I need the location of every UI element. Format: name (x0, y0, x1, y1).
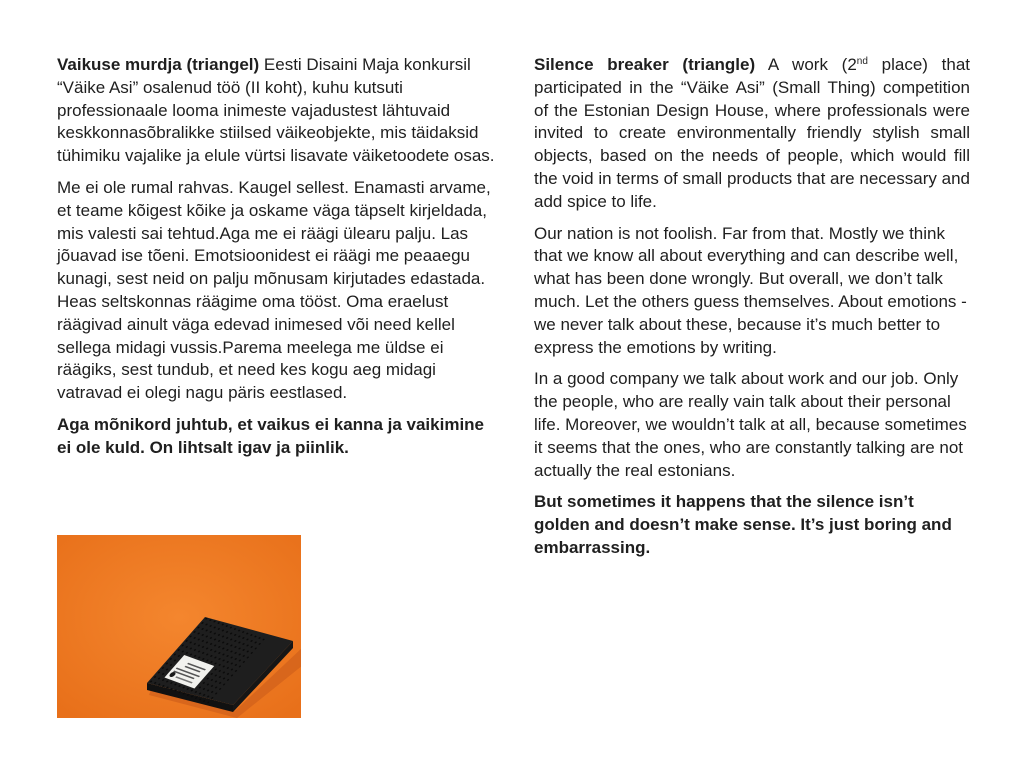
estonian-closing-paragraph: Aga mõnikord juhtub, et vaikus ei kanna ja vaikimine ei ole kuld. On lihtsalt igav ja piinlik. (57, 414, 485, 457)
english-paragraph-2: Our nation is not foolish. Far from that. Mostly we think that we know all about everything and can describe well, what has been done wrongly. But overall, we don’t talk much. Let the others guess themselves. About emotions - we never talk about these, because it’s much better to express the emotions by writing. (534, 223, 967, 357)
estonian-paragraph-2: Me ei ole rumal rahvas. Kaugel sellest. Enamasti arvame, et teame kõigest kõike ja oskame väga täpselt kirjeldada, mis valesti sai tehtud.Aga me ei räägi ülearu palju. Las jõuavad ise tõeni. Emotsioonidest ei räägi me peaaegu kunagi, sest neid on palju mõnusam kirjutades edastada. Heas seltskonnas räägime oma tööst. Oma eraelust räägivad ainult väga edevad inimesed või need kellel sellega midagi vussis.Parema meelega me üldse ei räägiks, sest tundub, et need kes kogu aeg midagi vatravad ei olegi nagu päris eestlased. (57, 177, 491, 403)
english-intro-body: place) that participated in the “Väike Asi” (Small Thing) competition of the Estonian Design House, where professionals were invited to create environmentally friendly stylish small objects, based on the needs of people, which would fill the void in terms of small products that are necessary and add spice to life. (534, 55, 971, 211)
english-paragraph-3: In a good company we talk about work and our job. Only the people, who are really vain talk about their personal life. Moreover, we wouldn’t talk at all, because sometimes it seems that the ones, who are constantly talking are not actually the real estonians. (534, 369, 967, 480)
english-text-column (534, 54, 970, 569)
estonian-intro-paragraph (57, 54, 497, 168)
estonian-text-column (57, 54, 497, 469)
english-intro-superscript: nd (856, 56, 868, 67)
english-intro-title: Silence breaker (triangle) (534, 55, 756, 74)
estonian-intro-body: Eesti Disaini Maja konkursil “Väike Asi” osalenud töö (II koht), kuhu kutsuti professionaale looma inimeste vajadustest lähtuvaid keskkonnasõbralikke stiilsed väikeobjekte, mis täidaksid tühimiku vajalike ja elulе vürtsi lisavate väiketoodete osas. (57, 55, 495, 166)
english-intro-paragraph (534, 54, 970, 214)
product-photo (57, 535, 301, 718)
silence-breaker-box-image (57, 535, 301, 718)
english-intro-pre: A work (2 (755, 55, 857, 74)
estonian-intro-title: Vaikuse murdja (triangel) (57, 55, 260, 74)
english-closing-paragraph: But sometimes it happens that the silence isn’t golden and doesn’t make sense. It’s just boring and embarrassing. (534, 492, 952, 557)
